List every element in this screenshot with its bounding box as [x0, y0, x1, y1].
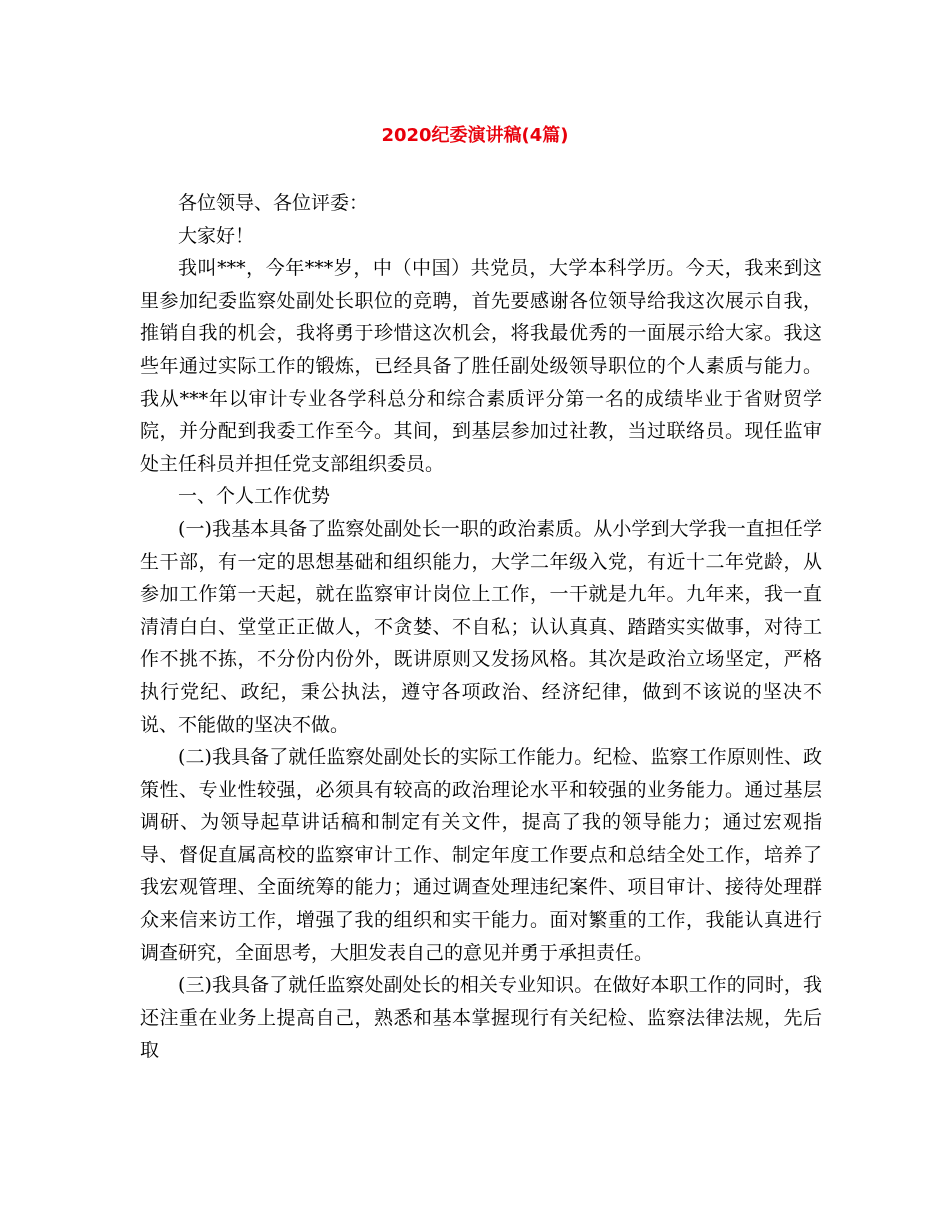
paragraph-work-ability: (二)我具备了就任监察处副处长的实际工作能力。纪检、监察工作原则性、政策性、专业性较强，必须具有较高的政治理论水平和较强的业务能力。通过基层调研、为领导起草讲话稿和制定有关文件，提高了我的领导能力；通过宏观指导、督促直属高校的监察审计工作、制定年度工作要点和总结全处工作，培养了我宏观管理、全面统筹的能力；通过调查处理违纪案件、项目审计、接待处理群众来信来访工作，增强了我的组织和实干能力。面对繁重的工作，我能认真进行调查研究，全面思考，大胆发表自己的意见并勇于承担责任。: [140, 746, 822, 964]
intro-paragraph: 我叫***，今年***岁，中（中国）共党员，大学本科学历。今天，我来到这里参加纪委监察处副处长职位的竞聘，首先要感谢各位领导给我这次展示自我，推销自我的机会，我将勇于珍惜这次机会，将我最优秀的一面展示给大家。我这些年通过实际工作的锻炼，已经具备了胜任副处级领导职位的个人素质与能力。我从***年以审计专业各学科总分和综合素质评分第一名的成绩毕业于省财贸学院，并分配到我委工作至今。其间，到基层参加过社教，当过联络员。现任监审处主任科员并担任党支部组织委员。: [140, 257, 822, 475]
document-body: [140, 187, 822, 1067]
document-title: 2020纪委演讲稿(4篇): [381, 125, 569, 146]
salutation: 各位领导、各位评委：: [178, 192, 369, 214]
paragraph-political-quality: (一)我基本具备了监察处副处长一职的政治素质。从小学到大学我一直担任学生干部，有一定的思想基础和组织能力，大学二年级入党，有近十二年党龄，从参加工作第一天起，就在监察审计岗位上工作，一干就是九年。九年来，我一直清清白白、堂堂正正做人，不贪婪、不自私；认认真真、踏踏实实做事，对待工作不挑不拣，不分份内份外，既讲原则又发扬风格。其次是政治立场坚定，严格执行党纪、政纪，秉公执法，遵守各项政治、经济纪律，做到不该说的坚决不说、不能做的坚决不做。: [140, 517, 822, 736]
section-heading: 一、个人工作优势: [178, 485, 331, 508]
paragraph-professional-knowledge: (三)我具备了就任监察处副处长的相关专业知识。在做好本职工作的同时，我还注重在业务上提高自己，熟悉和基本掌握现行有关纪检、监察法律法规，先后取: [140, 974, 822, 1062]
greeting: 大家好！: [178, 224, 255, 247]
